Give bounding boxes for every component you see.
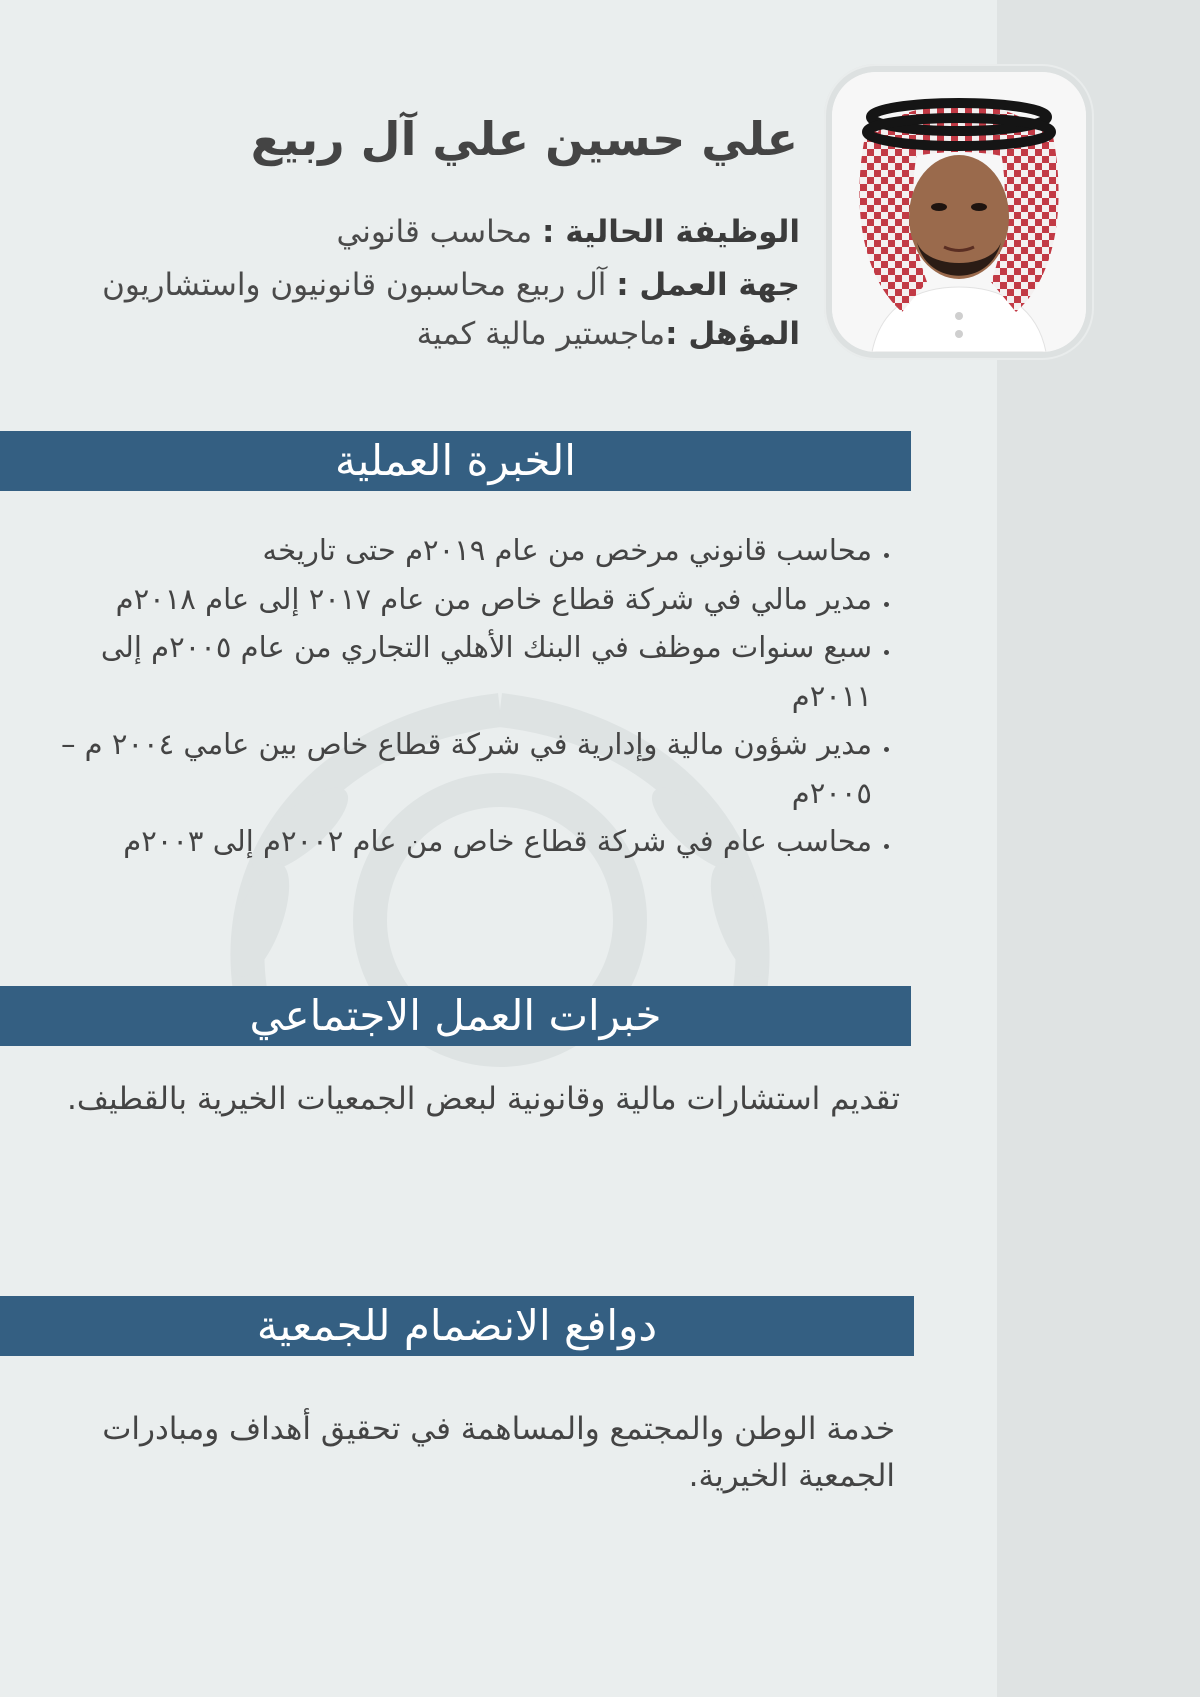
employer-line — [102, 267, 800, 303]
list-item: • محاسب عام في شركة قطاع خاص من عام ٢٠٠٢م إلى ٢٠٠٣م — [12, 817, 872, 866]
list-item: • محاسب قانوني مرخص من عام ٢٠١٩م حتى تاريخه — [12, 526, 872, 575]
qualification-line — [417, 316, 800, 352]
motives-text: خدمة الوطن والمجتمع والمساهمة في تحقيق أهداف ومبادرات الجمعية الخيرية. — [102, 1411, 895, 1494]
experience-list — [12, 526, 900, 866]
list-item: • مدير مالي في شركة قطاع خاص من عام ٢٠١٧ إلى عام ٢٠١٨م — [12, 575, 872, 624]
social-work-section-title: خبرات العمل الاجتماعي — [0, 986, 911, 1046]
list-item: • مدير شؤون مالية وإدارية في شركة قطاع خاص بين عامي ٢٠٠٤ م – ٢٠٠٥م — [12, 720, 872, 817]
current-job-label: الوظيفة الحالية : — [542, 214, 800, 250]
current-job-line — [336, 214, 800, 250]
person-name: علي حسين علي آل ربيع — [250, 112, 798, 166]
motives-section-title: دوافع الانضمام للجمعية — [0, 1296, 914, 1356]
employer-value: آل ربيع محاسبون قانونيون واستشاريون — [102, 267, 617, 303]
profile-photo — [832, 72, 1086, 352]
current-job-value: محاسب قانوني — [336, 214, 542, 250]
qualification-value: ماجستير مالية كمية — [416, 316, 666, 352]
social-work-text: تقديم استشارات مالية وقانونية لبعض الجمعيات الخيرية بالقطيف. — [67, 1081, 900, 1117]
list-item: • سبع سنوات موظف في البنك الأهلي التجاري من عام ٢٠٠٥م إلى ٢٠١١م — [12, 623, 872, 720]
qualification-label: المؤهل : — [665, 316, 800, 352]
experience-section-title: الخبرة العملية — [0, 431, 911, 491]
employer-label: جهة العمل : — [616, 267, 800, 303]
